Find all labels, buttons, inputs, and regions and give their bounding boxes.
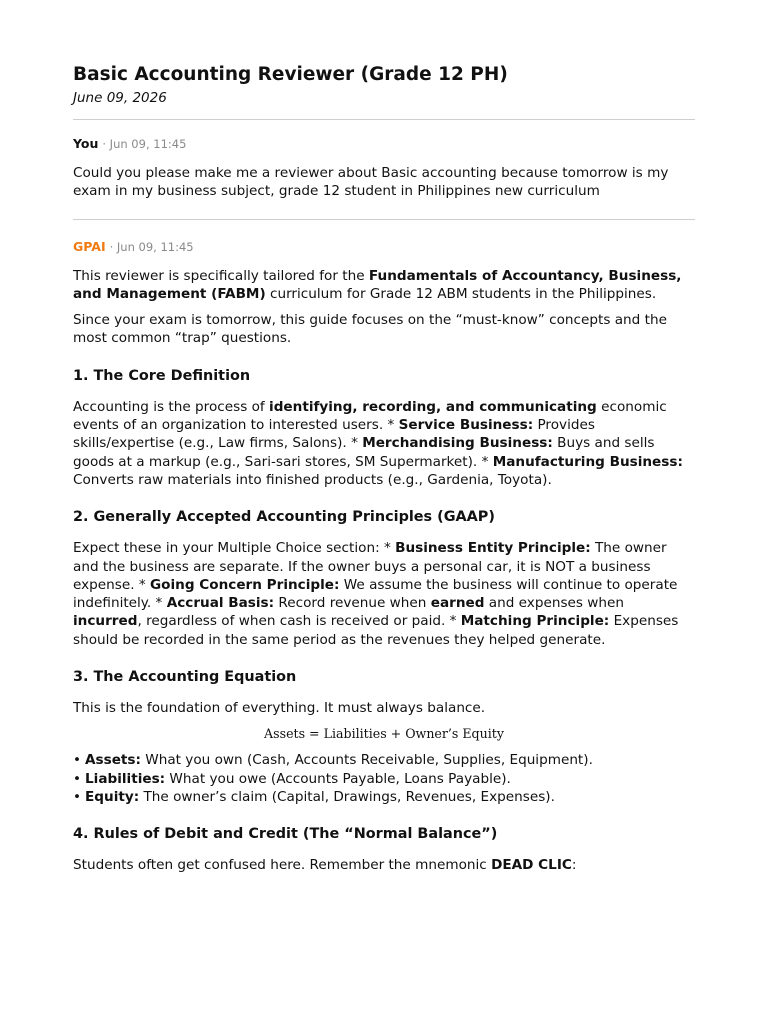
message-timestamp: · Jun 09, 11:45 xyxy=(109,239,194,254)
document-title: Basic Accounting Reviewer (Grade 12 PH) xyxy=(73,64,508,85)
section-paragraph: This is the foundation of everything. It must always balance. xyxy=(73,700,486,717)
divider xyxy=(73,219,695,220)
list-item: • Liabilities: What you owe (Accounts Payable, Loans Payable). xyxy=(73,770,511,787)
message-header xyxy=(73,135,695,153)
reviewer-document xyxy=(73,62,695,874)
section-heading: 1. The Core Definition xyxy=(73,367,251,384)
section-heading: 4. Rules of Debit and Credit (The “Normal Balance”) xyxy=(73,825,498,842)
bullet-glyph: • xyxy=(73,752,82,769)
intro-paragraph-2: Since your exam is tomorrow, this guide focuses on the “must-know” concepts and the most common “trap” questions. xyxy=(73,312,667,347)
list-item: • Equity: The owner’s claim (Capital, Drawings, Revenues, Expenses). xyxy=(73,788,555,805)
author-name: GPAI xyxy=(73,238,106,254)
intro-paragraph: This reviewer is specifically tailored for the Fundamentals of Accountancy, Business, and Management (FABM) curriculum for Grade 12 ABM students in the Philippines. xyxy=(73,267,682,302)
user-message xyxy=(73,135,695,201)
section-paragraph: Students often get confused here. Remember the mnemonic DEAD CLIC: xyxy=(73,856,577,873)
user-message-text: Could you please make me a reviewer about Basic accounting because tomorrow is my exam in my business subject, grade 12 student in Philippines new curriculum xyxy=(73,165,669,200)
author-name: You xyxy=(73,136,99,151)
section-heading: 2. Generally Accepted Accounting Principles (GAAP) xyxy=(73,509,495,526)
section-paragraph: Expect these in your Multiple Choice section: * Business Entity Principle: The owner and the business are separate. If the owner buys a personal car, it is NOT a business expense. * Going Concern Principle: We assume the business will continue to operate indefinitely. * Accrual Basis: Record revenue when earned and expenses when incurred, regardless of when cash is received or paid. * Matching Principle: Expenses should be recorded in the same period as the revenues they helped generate. xyxy=(73,540,679,648)
section-paragraph: Accounting is the process of identifying, recording, and communicating economic events of an organization to interested users. * Service Business: Provides skills/expertise (e.g., Law firms, Salons). * Merchandising Business: Buys and sells goods at a markup (e.g., Sari-sari stores, SM Supermarket). * Manufacturing Business: Converts raw materials into finished products (e.g., Gardenia, Toyota). xyxy=(73,398,683,488)
ai-message xyxy=(73,238,695,875)
message-header xyxy=(73,238,695,256)
document-date: June 09, 2026 xyxy=(73,90,167,106)
section-heading: 3. The Accounting Equation xyxy=(73,669,297,686)
bullet-glyph: • xyxy=(73,788,82,805)
equation-bullet-list xyxy=(73,751,695,806)
bullet-glyph: • xyxy=(73,770,82,787)
divider xyxy=(73,119,695,120)
message-timestamp: · Jun 09, 11:45 xyxy=(102,137,187,151)
accounting-equation: Assets = Liabilities + Owner’s Equity xyxy=(264,726,504,742)
list-item: • Assets: What you own (Cash, Accounts Receivable, Supplies, Equipment). xyxy=(73,752,593,769)
